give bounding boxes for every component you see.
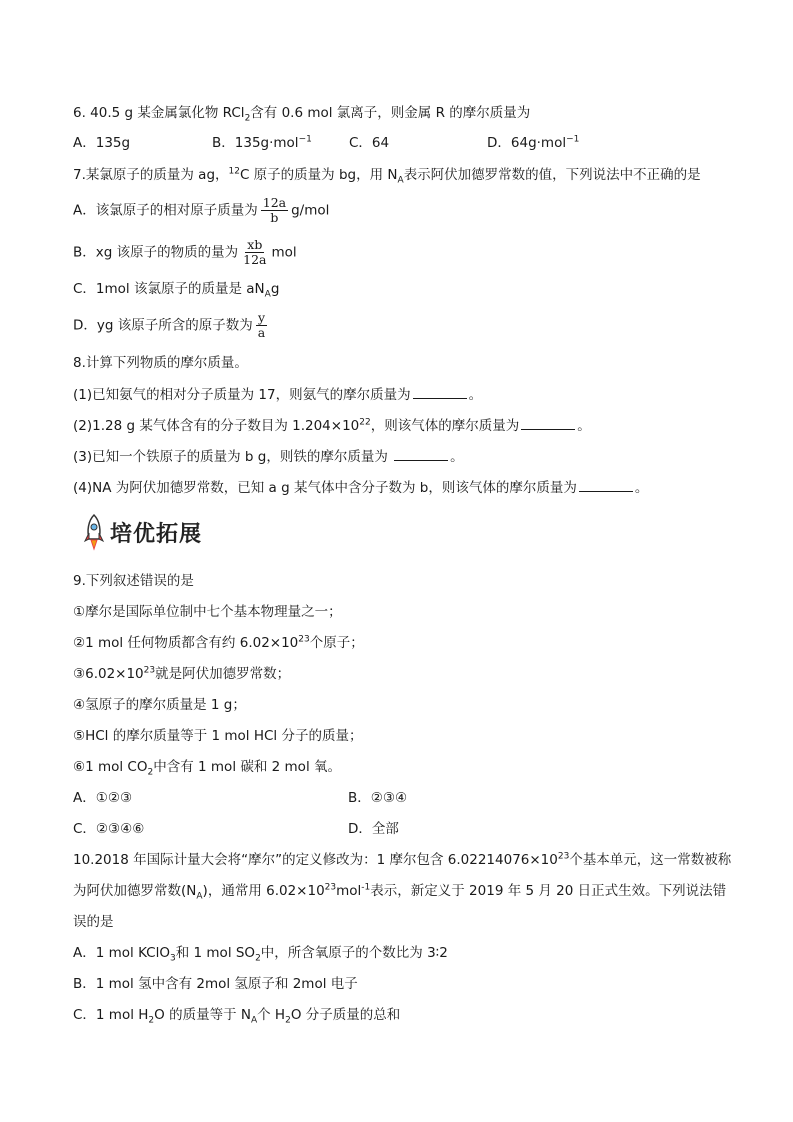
- question-8-stem: 8.计算下列物质的摩尔质量。: [73, 355, 248, 371]
- q8-part-2: (2)1.28 g 某气体含有的分子数目为 $1.204\times 10^{22}$，则该气体的摩尔质量为 。: [73, 417, 591, 434]
- q9-statement-5: ⑤HCl 的摩尔质量等于 1 mol HCl 分子的质量；: [73, 728, 363, 744]
- fraction: $\frac{xb}{12a}$: [243, 237, 267, 267]
- q6-option-d[interactable]: D．64g·mol$^{-1}$: [487, 134, 580, 151]
- q9-option-b[interactable]: B．②③④: [348, 790, 408, 806]
- q7-option-c[interactable]: C．1mol 该氯原子的质量是 $aN_Ag$: [73, 281, 280, 300]
- q8-part-1: (1)已知氨气的相对分子质量为 17，则氨气的摩尔质量为 。: [73, 387, 483, 403]
- fraction: $\frac{y}{a}$: [257, 310, 266, 340]
- question-10-stem-line-1: 10.2018 年国际计量大会将“摩尔”的定义修改为：1 摩尔包含 $6.02214076\times 10^{23}$个基本单元，这一常数被称: [73, 851, 732, 868]
- q9-statement-6: ⑥1 mol $CO_2$中含有 1 mol 碳和 2 mol 氧。: [73, 759, 341, 778]
- q8-part-3: (3)已知一个铁原子的质量为 b g，则铁的摩尔质量为 。: [73, 449, 464, 465]
- question-7-stem: 7.某氯原子的质量为 ag，$^{12}$C 原子的质量为 bg，用 $N_A$表示阿伏加德罗常数的值，下列说法中不正确的是: [73, 166, 701, 186]
- fraction: $\frac{12a}{b}$: [262, 195, 287, 225]
- q9-option-c[interactable]: C．②③④⑥: [73, 821, 145, 837]
- question-6-stem: 6. 40.5 g 某金属氯化物 RCl$_2$含有 0.6 mol 氯离子，则金属 R 的摩尔质量为: [73, 105, 531, 124]
- question-10-stem-line-2: 为阿伏加德罗常数$(N_A)$，通常用 $6.02\times 10^{23}mol^{-1}$表示，新定义于 2019 年 5 月 20 日正式生效。下列说法错: [73, 882, 727, 902]
- q10-option-b[interactable]: B．1 mol 氢中含有 2mol 氢原子和 2mol 电子: [73, 976, 358, 992]
- answer-blank[interactable]: [394, 447, 448, 461]
- question-9-stem: 9.下列叙述错误的是: [73, 573, 194, 589]
- section-banner-title: 培优拓展: [110, 521, 203, 547]
- q10-option-c[interactable]: C．1 mol $H_2O$ 的质量等于 $N_A$个 $H_2O$ 分子质量的总和: [73, 1007, 401, 1026]
- rocket-icon: [82, 513, 106, 551]
- answer-blank[interactable]: [413, 385, 467, 399]
- q9-statement-1: ①摩尔是国际单位制中七个基本物理量之一；: [73, 604, 342, 620]
- q9-statement-3: $③6.02\times 10^{23}$就是阿伏加德罗常数；: [73, 665, 291, 682]
- answer-blank[interactable]: [579, 478, 633, 492]
- q8-part-4: (4)NA 为阿伏加德罗常数，已知 a g 某气体中含分子数为 b，则该气体的摩尔质量为 。: [73, 480, 649, 496]
- q7-option-d[interactable]: D．yg 该原子所含的原子数为 $\frac{y}{a}$: [73, 310, 266, 340]
- q6-option-b[interactable]: B．135g·mol$^{-1}$: [212, 134, 312, 151]
- q9-option-d[interactable]: D．全部: [348, 821, 399, 837]
- q9-statement-2: ②1 mol 任何物质都含有约 $6.02\times 10^{23}$个原子；: [73, 634, 364, 651]
- q10-option-a[interactable]: A．1 mol KClO$_3$和 1 mol $SO_2$中，所含氧原子的个数比为 3∶2: [73, 945, 448, 964]
- q9-option-a[interactable]: A．①②③: [73, 790, 133, 806]
- q7-option-b[interactable]: B．xg 该原子的物质的量为 $\frac{xb}{12a}$ mol: [73, 237, 297, 267]
- q9-statement-4: ④氢原子的摩尔质量是 1 g；: [73, 697, 246, 713]
- answer-blank[interactable]: [521, 416, 575, 430]
- q7-option-a[interactable]: A．该氯原子的相对原子质量为 $\frac{12a}{b}$ g/mol: [73, 195, 330, 225]
- question-10-stem-line-3: 误的是: [73, 914, 114, 930]
- q6-option-c[interactable]: C．64: [349, 135, 390, 151]
- section-banner: [82, 512, 222, 552]
- q6-option-a[interactable]: A．135g: [73, 135, 131, 151]
